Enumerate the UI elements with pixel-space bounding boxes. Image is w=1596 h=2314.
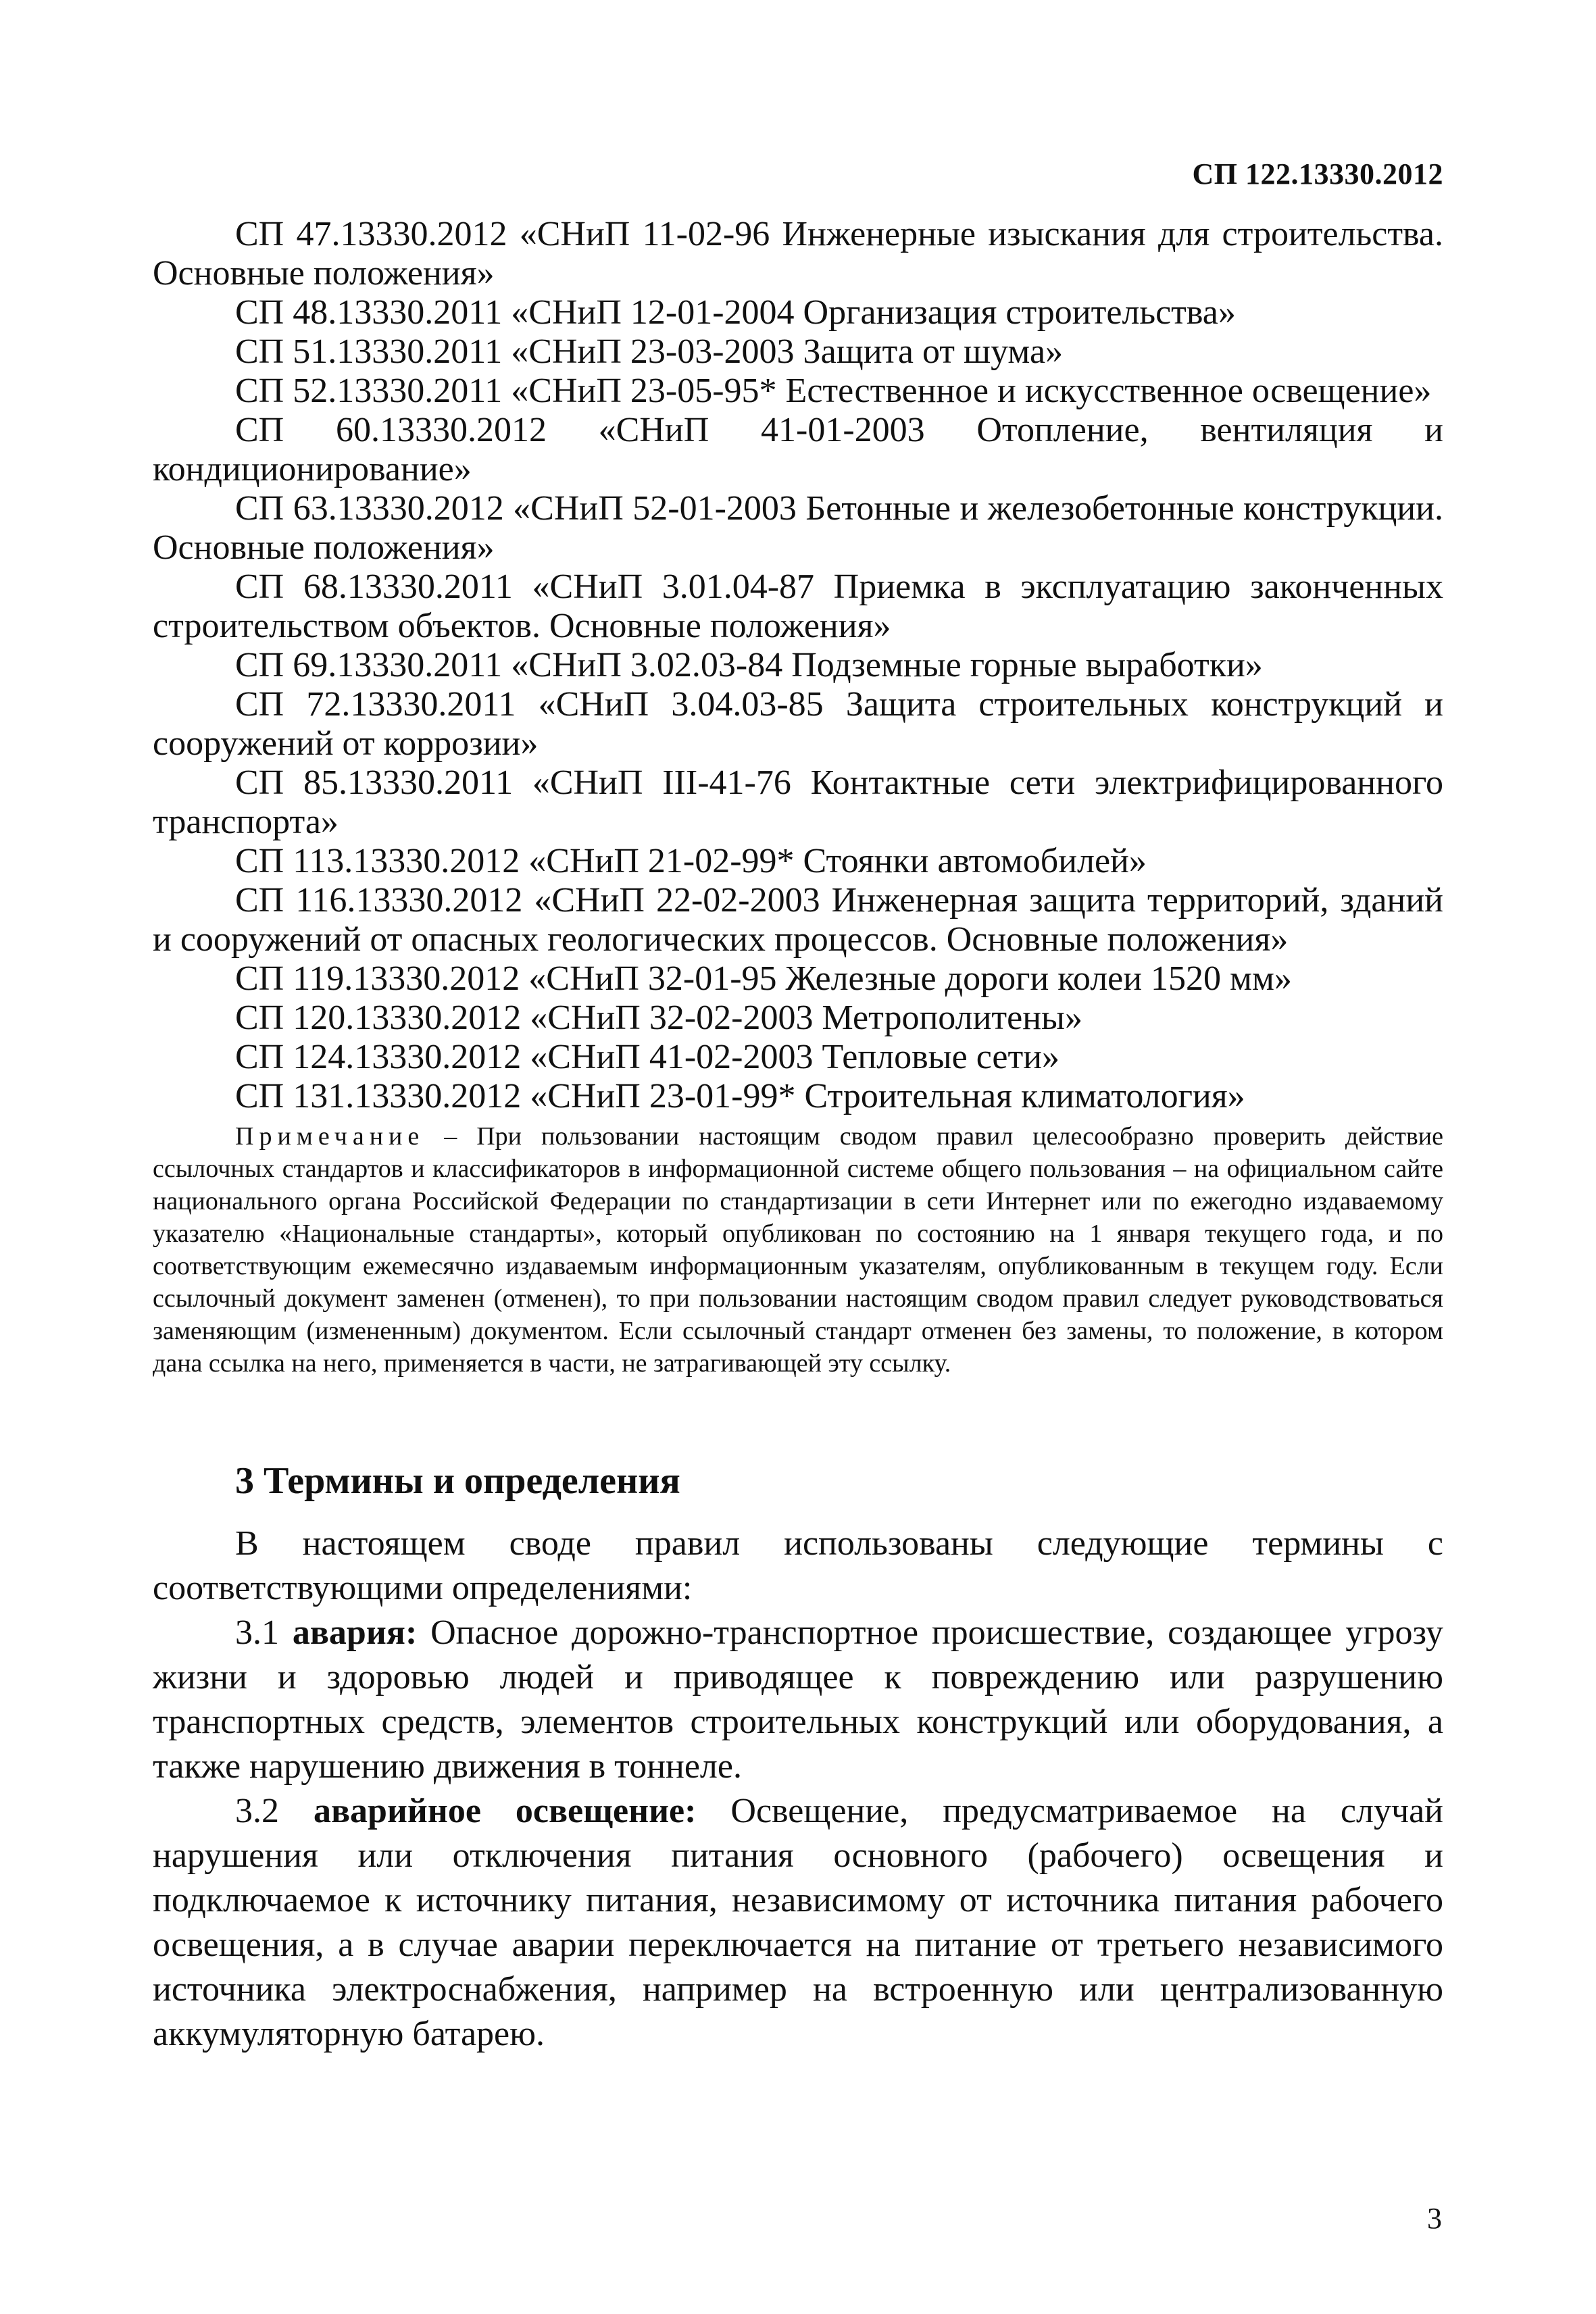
reference-item: СП 124.13330.2012 «СНиП 41-02-2003 Тепловые сети» <box>235 1038 1060 1076</box>
reference-item: СП 131.13330.2012 «СНиП 23-01-99* Строительная климатология» <box>235 1077 1245 1115</box>
term-definition <box>153 1789 1443 2057</box>
reference-item: СП 72.13330.2011 «СНиП 3.04.03-85 Защита строительных конструкций и сооружений от коррозии» <box>153 685 1443 763</box>
reference-item: СП 52.13330.2011 «СНиП 23-05-95* Естественное и искусственное освещение» <box>235 372 1432 410</box>
reference-item: СП 119.13330.2012 «СНиП 32-01-95 Железные дороги колеи 1520 мм» <box>235 959 1292 998</box>
reference-item: СП 51.13330.2011 «СНиП 23-03-2003 Защита от шума» <box>235 332 1064 371</box>
reference-list <box>153 215 1443 1116</box>
document-code: СП 122.13330.2012 <box>1192 157 1443 191</box>
term-number: 3.1 <box>235 1613 293 1652</box>
reference-item: СП 63.13330.2012 «СНиП 52-01-2003 Бетонные и железобетонные конструкции. Основные положения» <box>153 489 1443 567</box>
reference-item: СП 60.13330.2012 «СНиП 41-01-2003 Отопление, вентиляция и кондиционирование» <box>153 411 1443 488</box>
reference-item: СП 120.13330.2012 «СНиП 32-02-2003 Метрополитены» <box>235 999 1082 1037</box>
section-title: 3 Термины и определения <box>235 1460 680 1502</box>
page-number: 3 <box>1427 2202 1442 2235</box>
reference-item: СП 68.13330.2011 «СНиП 3.01.04-87 Приемка в эксплуатацию законченных строительством объектов. Основные положения» <box>153 568 1443 645</box>
reference-item: СП 69.13330.2011 «СНиП 3.02.03-84 Подземные горные выработки» <box>235 646 1263 684</box>
reference-item: СП 47.13330.2012 «СНиП 11-02-96 Инженерные изыскания для строительства. Основные положения» <box>153 215 1443 293</box>
reference-item: СП 48.13330.2011 «СНиП 12-01-2004 Организация строительства» <box>235 293 1236 332</box>
reference-item: СП 85.13330.2011 «СНиП III-41-76 Контактные сети электрифицированного транспорта» <box>153 763 1443 841</box>
reference-item: СП 113.13330.2012 «СНиП 21-02-99* Стоянки автомобилей» <box>235 842 1147 880</box>
term-name: аварийное освещение: <box>313 1792 697 1830</box>
note-block <box>153 1120 1443 1380</box>
section-intro: В настоящем своде правил использованы следующие термины с соответствующими определениями: <box>153 1524 1443 1607</box>
term-number: 3.2 <box>235 1792 314 1830</box>
term-definition <box>153 1611 1443 1789</box>
term-text: Освещение, предусматриваемое на случай нарушения или отключения питания основного (рабочего) освещения и подключаемое к источнику питания, независимому от источника питания рабочего освещения, а в случае аварии переключается на питание от третьего независимого источника электроснабжения, например на встроенную или централизованную аккумуляторную батарею. <box>153 1792 1444 2053</box>
section-body <box>153 1521 1443 2057</box>
term-text: Опасное дорожно-транспортное происшествие, создающее угрозу жизни и здоровью людей и приводящее к повреждению или разрушению транспортных средств, элементов строительных конструкций или оборудования, а также нарушению движения в тоннеле. <box>153 1613 1443 1786</box>
term-name: авария: <box>292 1613 418 1652</box>
note-label: Примечание <box>235 1122 425 1151</box>
reference-item: СП 116.13330.2012 «СНиП 22-02-2003 Инженерная защита территорий, зданий и сооружений от опасных геологических процессов. Основные положения» <box>153 881 1443 959</box>
note-text: – При пользовании настоящим сводом правил целесообразно проверить действие ссылочных стандартов и классификаторов в информационной системе общего пользования – на официальном сайте национального органа Российской Федерации по стандартизации в сети Интернет или по ежегодно издаваемому указателю «Национальные стандарты», который опубликован по состоянию на 1 января текущего года, и по соответствующим ежемесячно издаваемым информационным указателям, опубликованным в текущем году. Если ссылочный документ заменен (отменен), то при пользовании настоящим сводом правил следует руководствоваться заменяющим (измененным) документом. Если ссылочный стандарт отменен без замены, то положение, в котором дана ссылка на него, применяется в части, не затрагивающей эту ссылку. <box>153 1122 1443 1378</box>
